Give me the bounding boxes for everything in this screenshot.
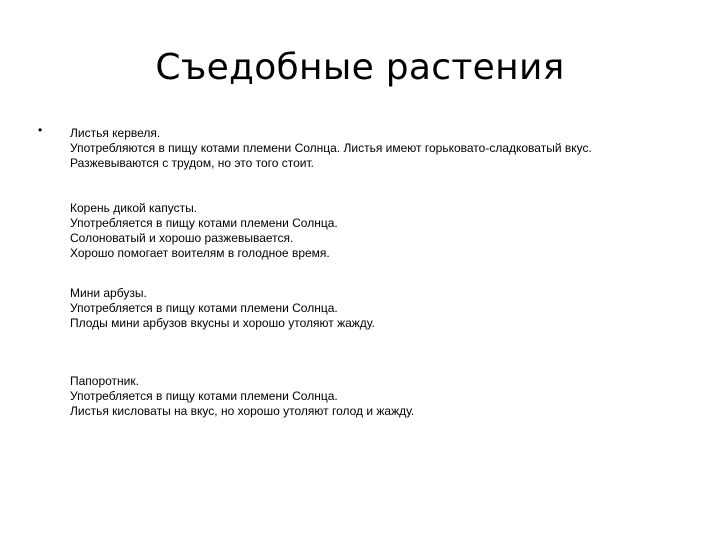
plant-description-line: Плоды мини арбузов вкусны и хорошо утоляют жажду.: [70, 316, 375, 330]
plant-description-line: Солоноватый и хорошо разжевывается.: [70, 231, 294, 245]
plant-entry-chervil: [70, 126, 690, 171]
plant-description-line: Употребляется в пищу котами племени Солнца.: [70, 301, 338, 315]
plant-name: Папоротник.: [70, 374, 139, 388]
plant-entry-fern: [70, 374, 690, 419]
plant-name: Мини арбузы.: [70, 286, 147, 300]
slide-title: Съедобные растения: [155, 47, 565, 88]
plant-description-line: Хорошо помогает воителям в голодное время.: [70, 246, 330, 260]
plant-description-line: Употребляется в пищу котами племени Солнца.: [70, 216, 338, 230]
plant-description-line: Употребляется в пищу котами племени Солнца.: [70, 389, 338, 403]
plant-description-line: Употребляются в пищу котами племени Солнца. Листья имеют горьковато-сладковатый вкус.: [70, 141, 592, 155]
plant-entry-wild-cabbage-root: [70, 201, 690, 261]
plant-description-line: Разжевываются с трудом, но это того стоит.: [70, 156, 315, 170]
plant-name: Корень дикой капусты.: [70, 201, 198, 215]
plant-name: Листья кервеля.: [70, 126, 161, 140]
plant-description-line: Листья кисловаты на вкус, но хорошо утоляют голод и жажду.: [70, 404, 415, 418]
bullet-icon: •: [38, 123, 43, 137]
plant-entry-mini-watermelons: [70, 286, 690, 331]
